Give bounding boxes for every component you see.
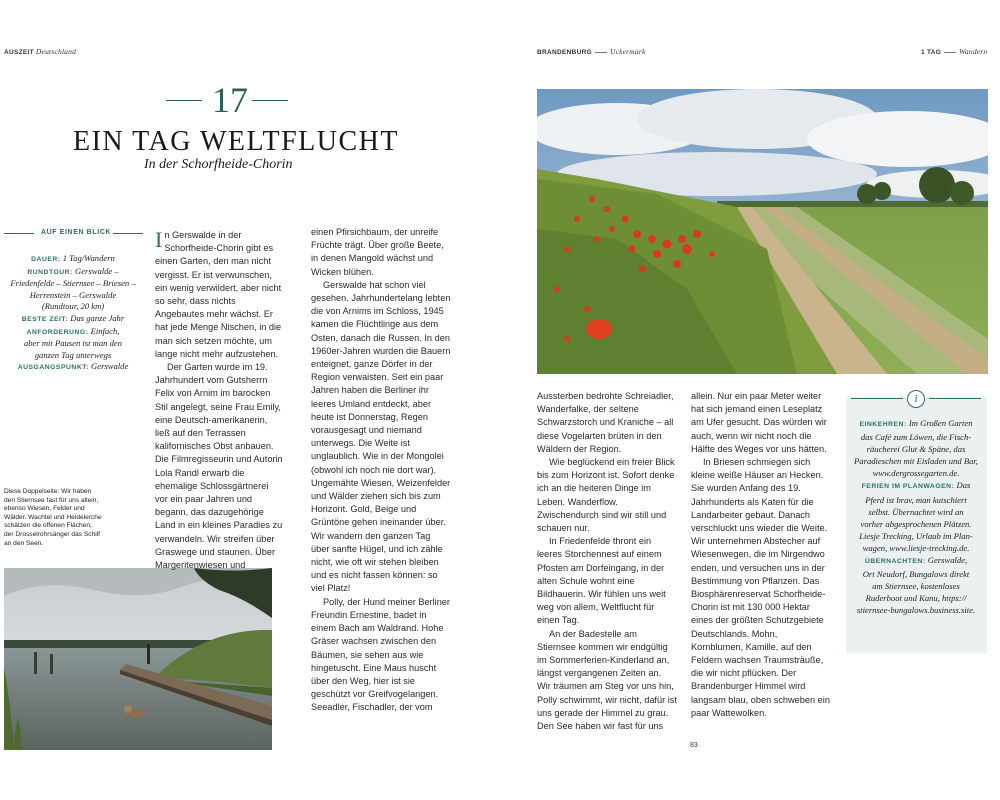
body-column-4: allein. Nur ein paar Meter weiter hat sich jemand einen Leseplatz am Ufer gesucht. Das würden wir auch, wenn wir nicht noch die Hälfte des Weges vor uns hätten. In Briesen schmiegen sich kleine weiße Häuser an Hecken. Sie wurden Anfang des 19. Jahrhunderts als Katen für die Landarbeiter gebaut. Danach verschluckt uns wieder die Weite. Wir unternehmen Abstecher auf Wiesenwegen, die im Nirgendwo enden, und versuchen uns in der Bestimmung von Pflanzen. Das Biosphärenreservat Schorfheide-Chorin ist mit 130 000 Hektar eines der größten Schutzgebiete Deutschlands. Mohn, Kornblumen, Kamille, auf den Feldern wachsen Traumsträuße, die wir nicht pflücken. Der Brandenburger Himmel wird langsam blau, oben schweben ein paar Wattewolken.	[691, 391, 830, 718]
photo-caption: Diese Doppelseite: Wir haben den Stiernsee fast für uns allein, ebenso Wiesen, Felder und Wälder. Wachtel und Heidelerche schätzen die offenen Flächen, der Drosselrohrsänger das Schilf an den Seen.	[4, 488, 102, 547]
chapter-number: 17	[212, 80, 248, 120]
chapter-rule-right	[252, 100, 288, 101]
chapter-rule-left	[166, 100, 202, 101]
info-icon: i	[907, 390, 925, 408]
running-header-center: BRANDENBURG Uckermark	[537, 47, 646, 56]
poppy-field-photo	[537, 89, 988, 374]
page-title: EIN TAG WELTFLUCHT	[73, 126, 400, 157]
info-rule-left	[851, 398, 903, 399]
body-column-2: einen Pfirsichbaum, der unreife Früchte trägt. Über große Beete, in denen Mangold wächst und Wicken blühen. Gerswalde hat schon viel gesehen. Jahrhundertelang lebten die von Arnims im Schloss, 1945 kamen die Flüchtlinge aus dem Osten, danach die Russen. In den 1960er-Jahren wurden die Bauern enteignet, ganze Dörfer in der Region verwaisten. Seit ein paar Jahren haben die Berliner ihr leeres Umland entdeckt, aber heute ist Donnerstag, Regen vorausgesagt und niemand unterwegs. Die Weite ist unglaublich. Wie in der Mongolei (obwohl ich noch nie dort war). Ungemähte Wiesen, Weizenfelder und Wälder ziehen sich bis zum Horizont. Gold, Beige und Grüntöne gehen ineinander über. Wir wandern den ganzen Tag über sanfte Hügel, und ich zähle nicht, wie oft wir stehen bleiben und es nicht fassen können: so viel Platz! Polly, der Hund meiner Berliner Freundin Ernestine, badet in einem Bach am Waldrand. Hohe Gräser wachsen zwischen den Bäumen, sie sehen aus wie hingetuscht. Eine Maus huscht über den Weg, hier ist sie geschützt vor Greifvogelangen. Seeadler, Fischadler, der vom	[311, 227, 451, 713]
glance-heading: AUF EINEN BLICK	[41, 229, 112, 236]
lake-photo	[4, 568, 272, 750]
glance-facts: DAUER: 1 Tag/Wandern RUNDTOUR: Gerswalde – Friedenfelde – Stiernsee – Briesen – Herrenstein – Gerswalde (Rundtour, 20 km) BESTE ZEIT: Das ganze Jahr ANFORDERUNG: Einfach, aber mit Pausen ist man den ganzen Tag unterwegs AUSGANGSPUNKT: Gerswalde	[10, 253, 136, 372]
page-subtitle: In der Schorfheide-Chorin	[144, 157, 293, 172]
running-header-right: 1 TAG Wandern	[921, 47, 988, 56]
page-number: 83	[690, 742, 698, 749]
info-text: EINKEHREN: Im Großen Garten das Café zum Löwen, die Fisch- räucherei Glut & Späne, das Paradieschen mit Eisladen und Bar, www.dergrossegarten.de. FERIEN IM PLANWAGEN: Das Pferd ist brav, man kutschiert selbst. Übernachtet wird an vorher abgesprochenen Plätzen. Liesje Trecking, Urlaub im Plan- wagen, www.liesje-trecking.de. ÜBERNACHTEN: Gerswalde, Ort Neudorf, Bungalows direkt am Stiernsee, kostenloses Ruderboot und Kanu, https:// stiernsee-bungalows.business.site.	[854, 418, 978, 616]
body-column-1: In Gerswalde in der Schorfheide-Chorin gibt es einen Garten, den man nicht vergisst. Er ist verwunschen, ein wenig verwildert, aber nicht so sehr, dass nichts Angebautes mehr wächst. Er hat jede Menge Nischen, in die man sich setzen möchte, um lange nicht mehr aufzustehen. Der Garten wurde im 19. Jahrhundert vom Gutsherrn Felix von Arnim im barocken Stil angelegt, seine Frau Emily, eine Deutsch-amerikanerin, ließ auf den Terrassen kalifornisches Obst anbauen. Die Filmregisseurin und Autorin Lola Randl erwarb die ehemalige Schlossgärtnerei vor ein paar Jahren und begann, das dazugehörige Land in ein kleines Paradies zu verwandeln. Wir streifen über Graswege und staunen. Über Margeritenwiesen und	[155, 227, 283, 571]
glance-rule-right	[113, 233, 143, 234]
drop-cap: I	[155, 227, 163, 252]
body-column-3: Aussterben bedrohte Schreiadler, Wanderfalke, der seltene Schwarzstorch und Kraniche – all diese Vogelarten brüten in den Wäldern der Region. Wie beglückend ein freier Blick bis zum Horizont ist. Sofort denke ich an die heiteren Dinge im Leben. Wanderflow. Zwischendurch sind wir still und schauen nur. In Friedenfelde thront ein leeres Storchennest auf einem Pfosten am Dorfeingang, in der alten Schule wohnt eine Bildhauerin. Wir fühlen uns weit weg von allem, Weltflucht für einen Tag. An der Badestelle am Stiernsee kommen wir endgültig im Sommerferien-Kinderland an, längst vergangenen Zeiten an. Wir träumen am Steg vor uns hin, Polly schwimmt, wir nicht, dafür ist uns gerade der Himmel zu grau. Den See haben wir fast für uns	[537, 391, 677, 732]
info-rule-right	[929, 398, 981, 399]
glance-rule-left	[4, 233, 34, 234]
running-header-left: AUSZEIT Deutschland	[4, 47, 77, 56]
